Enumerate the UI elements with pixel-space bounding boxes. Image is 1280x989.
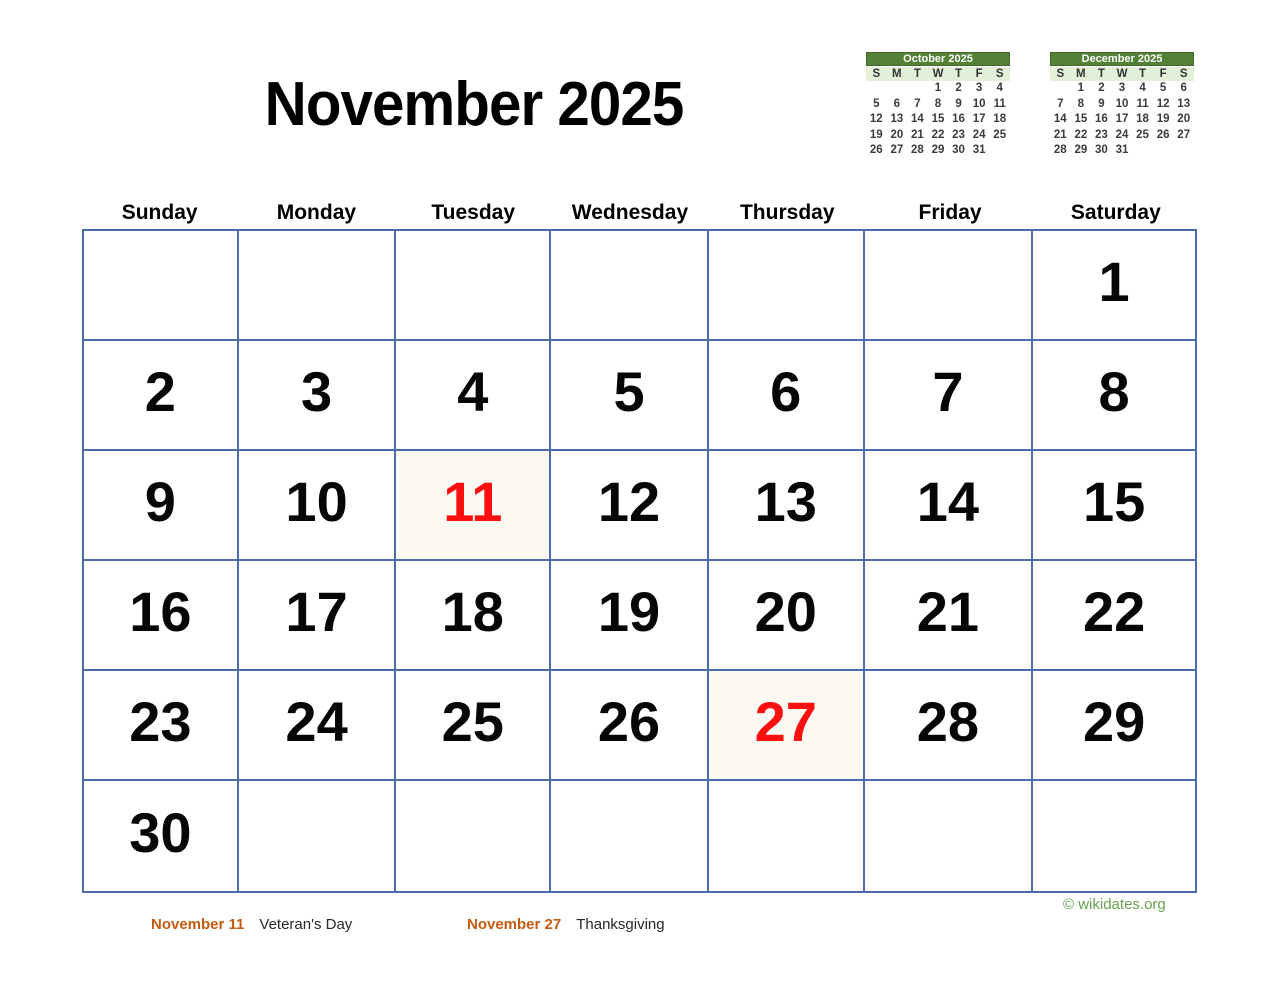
mini-calendar-october-2025 (866, 52, 1010, 159)
mini-day-empty (887, 81, 908, 97)
legend-holiday-name: Thanksgiving (576, 916, 665, 933)
mini-calendar-title: October 2025 (866, 52, 1010, 66)
mini-day-header: T (913, 68, 921, 80)
day-number: 18 (441, 580, 504, 643)
calendar-grid (82, 229, 1197, 893)
day-cell-21 (865, 561, 1034, 671)
mini-day-empty (866, 81, 887, 97)
mini-day-1: 1 (934, 82, 942, 94)
mini-day-30: 30 (952, 144, 965, 156)
day-cell-empty (84, 231, 239, 341)
day-cell-15 (1033, 451, 1195, 561)
mini-day-30: 30 (1095, 144, 1108, 156)
day-cell-30 (84, 781, 239, 891)
day-number: 15 (1082, 470, 1146, 533)
day-number: 11 (443, 470, 503, 533)
mini-day-empty (1050, 81, 1071, 97)
mini-day-4: 4 (996, 82, 1003, 94)
mini-day-empty (1153, 143, 1174, 159)
mini-day-28: 28 (1053, 144, 1067, 156)
mini-day-header: W (1116, 68, 1128, 80)
mini-day-12: 12 (1156, 97, 1170, 110)
mini-day-23: 23 (952, 128, 965, 141)
mini-day-18: 18 (993, 113, 1007, 125)
page-title: November 2025 (264, 70, 684, 139)
day-cell-empty (865, 781, 1034, 891)
mini-day-21: 21 (911, 128, 924, 141)
mini-day-29: 29 (1074, 144, 1088, 156)
mini-day-header: M (892, 68, 902, 80)
day-number: 23 (129, 690, 192, 753)
day-cell-27 (709, 671, 865, 781)
day-cell-empty (551, 231, 709, 341)
mini-day-2: 2 (1098, 82, 1105, 94)
mini-day-25: 25 (1136, 128, 1149, 141)
day-number: 7 (932, 360, 964, 423)
mini-day-17: 17 (972, 113, 986, 125)
mini-day-23: 23 (1095, 128, 1108, 141)
mini-calendar-december-2025 (1050, 52, 1194, 159)
day-number: 17 (285, 580, 348, 643)
mini-day-27: 27 (890, 144, 904, 156)
mini-day-9: 9 (1098, 97, 1105, 110)
legend-holiday-name: Veteran's Day (259, 916, 353, 933)
day-cell-29 (1033, 671, 1195, 781)
mini-day-27: 27 (1177, 128, 1191, 141)
day-cell-12 (551, 451, 709, 561)
day-cell-3 (239, 341, 397, 451)
mini-calendar-dates (1050, 81, 1194, 159)
day-number: 19 (597, 580, 661, 643)
day-cell-empty (396, 781, 551, 891)
mini-day-header: F (1159, 68, 1167, 80)
day-number: 4 (457, 360, 489, 423)
day-cell-11 (396, 451, 551, 561)
day-number: 20 (754, 580, 817, 643)
mini-day-5: 5 (873, 97, 880, 110)
day-cell-25 (396, 671, 551, 781)
mini-day-24: 24 (1115, 128, 1129, 141)
weekday-label-saturday: Saturday (1070, 201, 1161, 224)
day-cell-18 (396, 561, 551, 671)
legend-item-veterans-day (151, 915, 352, 934)
mini-day-3: 3 (1118, 82, 1126, 94)
day-cell-20 (709, 561, 865, 671)
day-cell-9 (84, 451, 239, 561)
mini-day-header: S (872, 68, 881, 80)
mini-day-12: 12 (869, 113, 883, 125)
day-number: 21 (916, 580, 980, 643)
weekday-label-wednesday: Wednesday (571, 201, 689, 224)
mini-day-26: 26 (869, 144, 883, 156)
weekday-header-row (82, 201, 1197, 225)
mini-day-15: 15 (1074, 113, 1088, 125)
mini-day-13: 13 (890, 113, 904, 125)
mini-day-17: 17 (1115, 113, 1129, 125)
legend-date: November 27 (467, 916, 562, 933)
mini-day-11: 11 (993, 97, 1006, 110)
weekday-label-friday: Friday (918, 201, 982, 224)
day-number: 24 (285, 690, 348, 753)
weekday-label-sunday: Sunday (121, 201, 198, 224)
day-cell-19 (551, 561, 709, 671)
day-cell-empty (551, 781, 709, 891)
mini-day-10: 10 (1115, 97, 1129, 110)
mini-day-header: M (1076, 68, 1086, 80)
mini-day-header: T (1139, 68, 1147, 80)
mini-day-24: 24 (972, 128, 986, 141)
mini-day-25: 25 (993, 128, 1007, 141)
day-cell-22 (1033, 561, 1195, 671)
mini-day-7: 7 (1057, 97, 1064, 110)
mini-day-14: 14 (1053, 113, 1067, 125)
day-number: 5 (613, 360, 645, 423)
day-number: 14 (916, 470, 980, 533)
weekday-label-tuesday: Tuesday (431, 201, 516, 224)
day-cell-2 (84, 341, 239, 451)
mini-day-18: 18 (1136, 113, 1149, 125)
mini-day-8: 8 (1077, 97, 1085, 110)
mini-day-header: F (975, 68, 983, 80)
mini-day-4: 4 (1139, 82, 1146, 94)
mini-day-16: 16 (1095, 113, 1108, 125)
legend-date: November 11 (151, 916, 245, 933)
day-number: 30 (129, 801, 192, 864)
day-number: 22 (1082, 580, 1146, 643)
day-cell-empty (1033, 781, 1195, 891)
day-number: 25 (441, 690, 504, 753)
mini-day-header-row (866, 67, 1010, 81)
day-cell-empty (396, 231, 551, 341)
mini-day-14: 14 (911, 113, 924, 125)
mini-day-header: S (995, 68, 1004, 80)
mini-day-22: 22 (1074, 128, 1088, 141)
day-cell-empty (709, 231, 865, 341)
day-number: 6 (770, 360, 802, 423)
day-number: 29 (1082, 690, 1146, 753)
mini-day-26: 26 (1156, 128, 1170, 141)
mini-day-empty (1132, 143, 1153, 159)
day-number: 3 (301, 360, 333, 423)
mini-day-20: 20 (890, 128, 904, 141)
mini-day-header: S (1056, 68, 1065, 80)
mini-day-16: 16 (952, 113, 965, 125)
day-cell-26 (551, 671, 709, 781)
weekday-label-monday: Monday (276, 201, 357, 224)
mini-day-29: 29 (931, 144, 945, 156)
day-number: 12 (597, 470, 661, 533)
mini-day-1: 1 (1077, 82, 1085, 94)
mini-day-empty (907, 81, 928, 97)
mini-day-28: 28 (911, 144, 924, 156)
mini-day-3: 3 (975, 82, 983, 94)
mini-calendar-dates (866, 81, 1010, 159)
copyright-text: © wikidates.org (1063, 896, 1166, 913)
mini-day-19: 19 (1156, 113, 1170, 125)
day-cell-16 (84, 561, 239, 671)
day-cell-28 (865, 671, 1034, 781)
day-number: 9 (144, 470, 176, 533)
mini-day-31: 31 (1115, 144, 1129, 156)
day-cell-17 (239, 561, 397, 671)
mini-day-header-row (1050, 67, 1194, 81)
mini-day-header: W (932, 68, 944, 80)
mini-day-10: 10 (972, 97, 986, 110)
mini-day-15: 15 (931, 113, 945, 125)
mini-day-header: T (955, 68, 963, 80)
day-cell-14 (865, 451, 1034, 561)
day-cell-13 (709, 451, 865, 561)
day-number: 2 (144, 360, 176, 423)
mini-day-31: 31 (972, 144, 986, 156)
mini-day-8: 8 (934, 97, 942, 110)
day-number: 28 (916, 690, 980, 753)
day-number: 27 (754, 690, 817, 753)
mini-day-7: 7 (914, 97, 921, 110)
day-cell-24 (239, 671, 397, 781)
day-cell-4 (396, 341, 551, 451)
day-cell-empty (239, 781, 397, 891)
day-cell-23 (84, 671, 239, 781)
mini-calendar-title: December 2025 (1050, 52, 1194, 66)
mini-day-19: 19 (869, 128, 883, 141)
day-number: 1 (1098, 250, 1130, 313)
day-cell-1 (1033, 231, 1195, 341)
day-number: 8 (1098, 360, 1130, 423)
mini-day-21: 21 (1053, 128, 1067, 141)
mini-day-empty (1173, 143, 1194, 159)
legend-item-thanksgiving (467, 915, 665, 934)
day-cell-5 (551, 341, 709, 451)
day-cell-empty (239, 231, 397, 341)
mini-day-22: 22 (931, 128, 945, 141)
day-cell-7 (865, 341, 1034, 451)
mini-day-20: 20 (1177, 113, 1191, 125)
day-number: 10 (285, 470, 348, 533)
mini-day-6: 6 (893, 97, 901, 110)
mini-day-header: S (1179, 68, 1188, 80)
mini-day-9: 9 (955, 97, 962, 110)
day-cell-10 (239, 451, 397, 561)
day-cell-empty (865, 231, 1034, 341)
mini-day-11: 11 (1136, 97, 1149, 110)
mini-day-header: T (1097, 68, 1105, 80)
mini-day-13: 13 (1177, 97, 1191, 110)
day-number: 13 (754, 470, 817, 533)
weekday-label-thursday: Thursday (739, 201, 835, 224)
day-cell-empty (709, 781, 865, 891)
mini-day-6: 6 (1180, 82, 1187, 94)
day-number: 16 (129, 580, 192, 643)
day-number: 26 (597, 690, 661, 753)
day-cell-8 (1033, 341, 1195, 451)
mini-day-empty (989, 143, 1010, 159)
mini-day-2: 2 (955, 82, 962, 94)
day-cell-6 (709, 341, 865, 451)
mini-day-5: 5 (1159, 82, 1167, 94)
